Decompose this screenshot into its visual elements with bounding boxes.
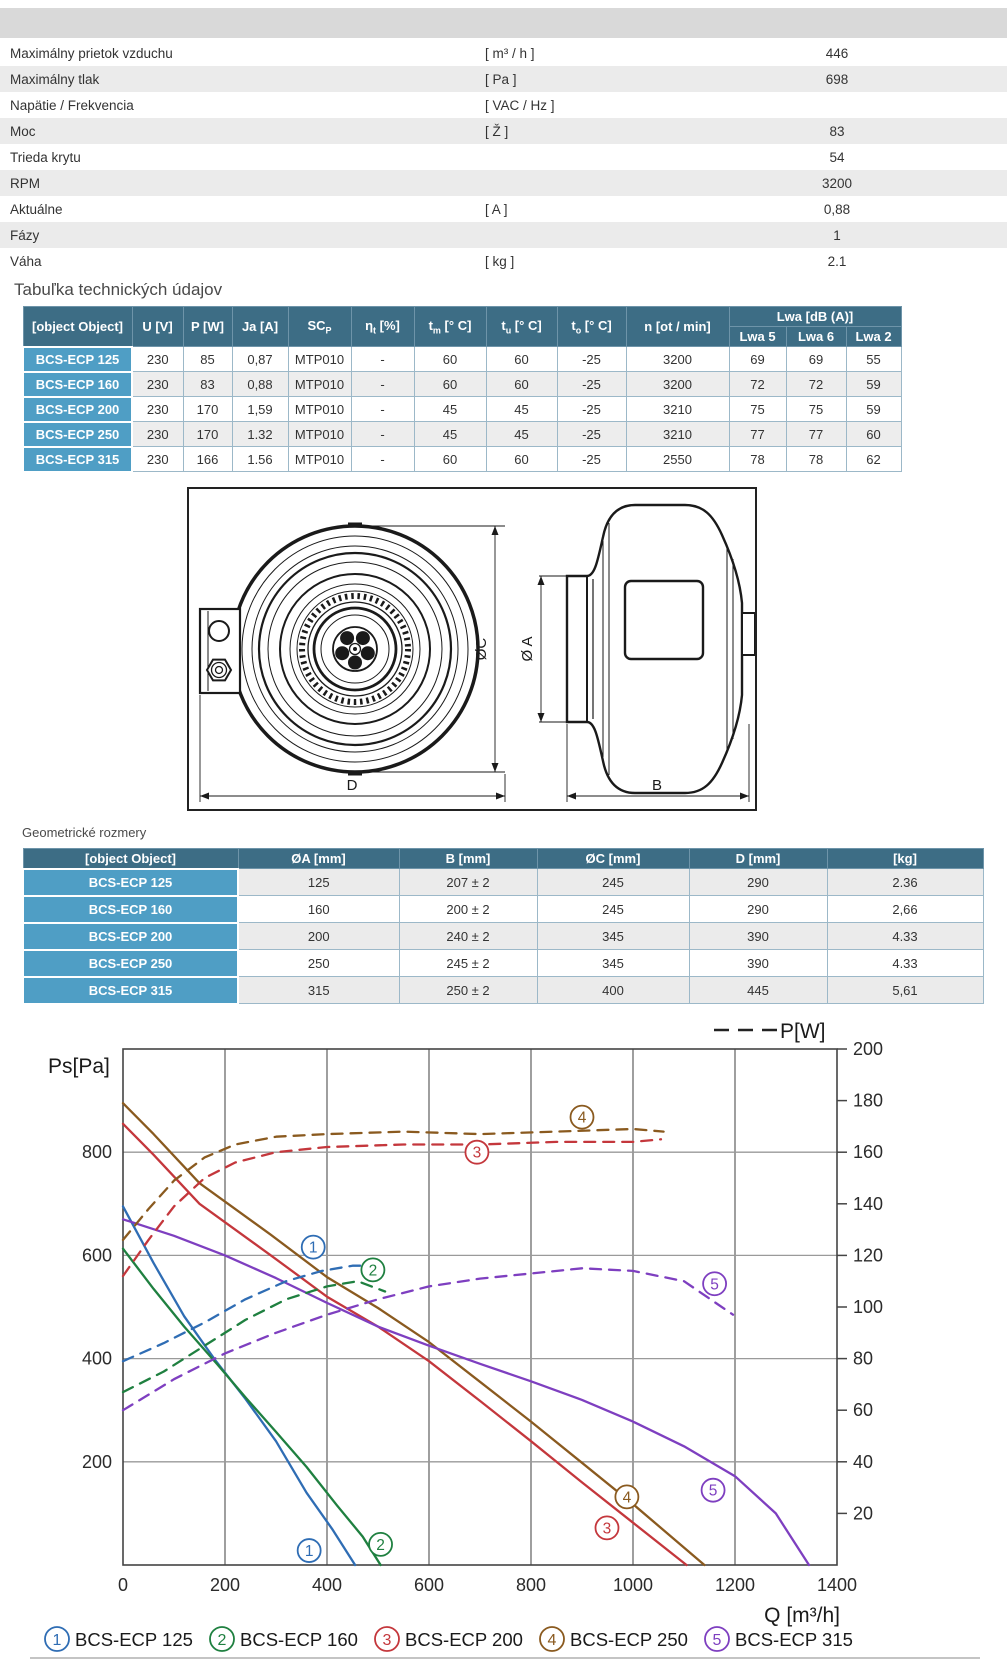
geo-row xyxy=(23,977,983,1004)
tech-header-cell: ØC [mm] xyxy=(537,848,689,869)
tech-cell: 45 xyxy=(486,397,557,422)
tech-header-cell: Lwa 5 xyxy=(729,327,786,347)
geo-cell: 245 xyxy=(537,896,689,923)
tech-cell: 2550 xyxy=(626,447,729,472)
tech-cell: 75 xyxy=(786,397,846,422)
tech-table-title: Tabuľka technických údajov xyxy=(14,280,223,299)
tech-header-cell: D [mm] xyxy=(689,848,827,869)
tech-cell: MTP010 xyxy=(288,397,351,422)
tech-row xyxy=(23,422,901,447)
spec-value: 83 xyxy=(829,123,845,139)
tech-cell: 230 xyxy=(132,397,183,422)
geo-cell: 315 xyxy=(238,977,399,1004)
tech-model-cell: BCS-ECP 250 xyxy=(23,422,132,447)
tech-cell: MTP010 xyxy=(288,347,351,372)
legend-num-3: 3 xyxy=(382,1631,392,1649)
tech-cell: 77 xyxy=(729,422,786,447)
spec-row xyxy=(0,118,1007,144)
legend-label-4: BCS-ECP 250 xyxy=(570,1628,688,1650)
tech-row xyxy=(23,347,901,372)
tech-header-cell: ØA [mm] xyxy=(238,848,399,869)
tech-row xyxy=(23,397,901,422)
spec-value: 1 xyxy=(833,227,841,243)
spec-value: 446 xyxy=(825,45,849,61)
x-tick-label: 1000 xyxy=(612,1574,654,1595)
tech-cell: 170 xyxy=(183,397,232,422)
geo-row xyxy=(23,923,983,950)
geo-cell: 445 xyxy=(689,977,827,1004)
tech-header-cell: [object Object] xyxy=(23,307,132,347)
curve-marker-label-1: 1 xyxy=(308,1239,318,1257)
tech-cell: 60 xyxy=(486,347,557,372)
y-right-tick-label: 180 xyxy=(853,1090,884,1111)
tech-header-cell: n [ot / min] xyxy=(626,307,729,347)
tech-cell: 230 xyxy=(132,422,183,447)
mounting-bracket xyxy=(200,609,240,693)
tech-cell: - xyxy=(351,397,414,422)
geo-cell: 207 ± 2 xyxy=(399,869,537,896)
y-left-axis-title: Ps[Pa] xyxy=(48,1054,110,1078)
tech-cell: - xyxy=(351,422,414,447)
tech-cell: 77 xyxy=(786,422,846,447)
y-right-tick-label: 200 xyxy=(853,1038,884,1059)
geo-model-cell: BCS-ECP 250 xyxy=(23,950,238,977)
technical-drawing xyxy=(187,487,757,811)
spec-unit: [ Pa ] xyxy=(485,71,517,87)
curve-marker-label-5: 5 xyxy=(708,1482,718,1500)
cable-connector xyxy=(742,613,755,655)
geo-cell: 2,66 xyxy=(827,896,983,923)
tech-table-body xyxy=(23,347,901,472)
tech-table xyxy=(22,306,902,473)
tech-header-cell: $t_u$ [° C] xyxy=(486,307,557,347)
y-right-tick-label: 120 xyxy=(853,1244,884,1265)
tech-cell: 72 xyxy=(786,372,846,397)
tech-cell: 1.56 xyxy=(232,447,288,472)
geo-cell: 2.36 xyxy=(827,869,983,896)
y-right-axis-title: P[W] xyxy=(780,1019,826,1043)
tech-cell: 59 xyxy=(846,372,901,397)
tech-header-cell: [object Object] xyxy=(23,848,238,869)
spec-label: Maximálny prietok vzduchu xyxy=(10,45,173,61)
x-tick-label: 200 xyxy=(209,1574,241,1595)
tech-cell: 60 xyxy=(414,347,486,372)
legend-num-2: 2 xyxy=(217,1631,227,1649)
tech-cell: 55 xyxy=(846,347,901,372)
tech-cell: - xyxy=(351,372,414,397)
dim-label-oc: ØC xyxy=(473,637,490,660)
geo-cell: 290 xyxy=(689,869,827,896)
tech-cell: 83 xyxy=(183,372,232,397)
y-right-tick-label: 40 xyxy=(853,1451,874,1472)
geo-cell: 390 xyxy=(689,923,827,950)
geo-row xyxy=(23,869,983,896)
spec-row xyxy=(0,40,1007,66)
spec-value: 698 xyxy=(825,71,849,87)
tech-cell: 45 xyxy=(486,422,557,447)
spec-row xyxy=(0,170,1007,196)
x-tick-label: 1200 xyxy=(714,1574,756,1595)
tech-header-cell: U [V] xyxy=(132,307,183,347)
tech-header-cell: Lwa 6 xyxy=(786,327,846,347)
y-right-tick-label: 160 xyxy=(853,1141,884,1162)
tech-cell: 72 xyxy=(729,372,786,397)
spec-value: 3200 xyxy=(821,175,853,191)
spec-unit: [ Ž ] xyxy=(485,123,509,139)
tech-cell: MTP010 xyxy=(288,447,351,472)
y-right-tick-label: 20 xyxy=(853,1502,874,1523)
legend-num-5: 5 xyxy=(712,1631,722,1649)
legend-label-2: BCS-ECP 160 xyxy=(240,1628,358,1650)
spec-row xyxy=(0,92,1007,118)
tech-cell: -25 xyxy=(557,447,626,472)
geo-table xyxy=(22,848,984,1005)
geo-cell: 245 xyxy=(537,869,689,896)
tech-cell: 78 xyxy=(729,447,786,472)
spec-unit: [ m³ / h ] xyxy=(485,45,535,61)
series-bcs-ecp-315-ps xyxy=(123,1219,809,1565)
curve-marker-label-4: 4 xyxy=(577,1109,587,1127)
spec-label: Aktuálne xyxy=(10,201,63,217)
spec-value: 0,88 xyxy=(823,201,851,217)
tech-cell: 60 xyxy=(414,372,486,397)
curve-marker-label-2: 2 xyxy=(368,1261,378,1279)
tech-header-cell: Ja [A] xyxy=(232,307,288,347)
tech-cell: 62 xyxy=(846,447,901,472)
geo-cell: 290 xyxy=(689,896,827,923)
tech-cell: 60 xyxy=(486,447,557,472)
geo-cell: 125 xyxy=(238,869,399,896)
junction-box xyxy=(625,581,703,659)
tech-cell: 3200 xyxy=(626,372,729,397)
tech-cell: 60 xyxy=(846,422,901,447)
geo-table-body xyxy=(23,869,983,1004)
geo-model-cell: BCS-ECP 160 xyxy=(23,896,238,923)
tech-cell: 45 xyxy=(414,422,486,447)
geo-row xyxy=(23,896,983,923)
spec-value: 2.1 xyxy=(827,253,847,269)
series-bcs-ecp-250-p xyxy=(123,1129,664,1240)
tech-header-cell: $\eta_t$ [%] xyxy=(351,307,414,347)
x-tick-label: 0 xyxy=(117,1574,129,1595)
spec-table xyxy=(0,8,1007,274)
tech-cell: 69 xyxy=(786,347,846,372)
performance-chart xyxy=(0,1007,1007,1666)
geo-cell: 245 ± 2 xyxy=(399,950,537,977)
tech-cell: 1,59 xyxy=(232,397,288,422)
tech-header-cell: $t_o$ [° C] xyxy=(557,307,626,347)
spec-row xyxy=(0,196,1007,222)
geo-table-title: Geometrické rozmery xyxy=(22,824,147,840)
dim-label-oa: Ø A xyxy=(519,635,536,662)
y-right-tick-label: 100 xyxy=(853,1296,884,1317)
spec-label: Moc xyxy=(10,123,36,139)
spec-label: Fázy xyxy=(10,227,40,243)
geo-cell: 4.33 xyxy=(827,923,983,950)
legend-label-5: BCS-ECP 315 xyxy=(735,1628,853,1650)
geo-cell: 250 xyxy=(238,950,399,977)
tech-cell: 3200 xyxy=(626,347,729,372)
tech-cell: - xyxy=(351,447,414,472)
geo-cell: 200 ± 2 xyxy=(399,896,537,923)
geo-model-cell: BCS-ECP 125 xyxy=(23,869,238,896)
x-axis-title: Q [m³/h] xyxy=(764,1603,840,1627)
tech-cell: 60 xyxy=(414,447,486,472)
y-left-tick-label: 200 xyxy=(81,1451,112,1472)
spec-value: 54 xyxy=(829,149,845,165)
tech-cell: 0,88 xyxy=(232,372,288,397)
y-left-tick-label: 400 xyxy=(81,1348,112,1369)
x-tick-label: 1400 xyxy=(816,1574,858,1595)
geo-cell: 240 ± 2 xyxy=(399,923,537,950)
tech-model-cell: BCS-ECP 315 xyxy=(23,447,132,472)
tech-cell: -25 xyxy=(557,372,626,397)
geo-cell: 250 ± 2 xyxy=(399,977,537,1004)
spec-header-bar xyxy=(0,8,1007,38)
y-left-tick-label: 800 xyxy=(81,1141,112,1162)
tech-cell: 166 xyxy=(183,447,232,472)
tech-cell: 170 xyxy=(183,422,232,447)
x-tick-label: 400 xyxy=(311,1574,343,1595)
tech-cell: - xyxy=(351,347,414,372)
geo-cell: 200 xyxy=(238,923,399,950)
tech-model-cell: BCS-ECP 125 xyxy=(23,347,132,372)
y-right-tick-label: 80 xyxy=(853,1348,874,1369)
spec-rows xyxy=(0,40,1007,274)
tech-cell: -25 xyxy=(557,397,626,422)
tech-cell: 3210 xyxy=(626,422,729,447)
curve-marker-label-3: 3 xyxy=(472,1144,482,1162)
tech-header-cell: $t_m$ [° C] xyxy=(414,307,486,347)
tech-cell: 78 xyxy=(786,447,846,472)
geo-model-cell: BCS-ECP 200 xyxy=(23,923,238,950)
spec-label: Maximálny tlak xyxy=(10,71,100,87)
dim-label-b: B xyxy=(651,776,663,794)
spec-unit: [ A ] xyxy=(485,201,508,217)
curve-marker-label-3: 3 xyxy=(602,1519,612,1537)
tech-cell: 59 xyxy=(846,397,901,422)
tech-cell: 230 xyxy=(132,372,183,397)
x-tick-label: 800 xyxy=(515,1574,547,1595)
x-tick-label: 600 xyxy=(413,1574,445,1595)
tech-cell: -25 xyxy=(557,422,626,447)
y-left-tick-label: 600 xyxy=(81,1244,112,1265)
tech-header-cell: B [mm] xyxy=(399,848,537,869)
tech-cell: 0,87 xyxy=(232,347,288,372)
legend-label-1: BCS-ECP 125 xyxy=(75,1628,193,1650)
tech-header-cell: Lwa 2 xyxy=(846,327,901,347)
geo-cell: 345 xyxy=(537,923,689,950)
spec-row xyxy=(0,222,1007,248)
tech-cell: MTP010 xyxy=(288,372,351,397)
spec-label: Váha xyxy=(10,253,42,269)
dimension-oa xyxy=(539,576,567,722)
tech-row xyxy=(23,372,901,397)
spec-label: Napätie / Frekvencia xyxy=(10,97,134,113)
tech-cell: MTP010 xyxy=(288,422,351,447)
tech-header-cell: [kg] xyxy=(827,848,983,869)
curve-marker-label-1: 1 xyxy=(304,1542,314,1560)
y-right-tick-label: 140 xyxy=(853,1193,884,1214)
tech-cell: 75 xyxy=(729,397,786,422)
spec-unit: [ VAC / Hz ] xyxy=(485,97,555,113)
curve-marker-label-5: 5 xyxy=(710,1275,719,1293)
legend-num-1: 1 xyxy=(52,1631,62,1649)
geo-cell: 4.33 xyxy=(827,950,983,977)
tech-table-head xyxy=(23,307,901,347)
geo-cell: 390 xyxy=(689,950,827,977)
legend-num-4: 4 xyxy=(547,1631,557,1649)
spec-row xyxy=(0,248,1007,274)
tech-header-cell: Lwa [dB (A)] xyxy=(729,307,901,327)
tech-cell: 85 xyxy=(183,347,232,372)
spec-row xyxy=(0,144,1007,170)
tech-header-cell: $SC_P$ xyxy=(288,307,351,347)
tech-cell: 69 xyxy=(729,347,786,372)
geo-cell: 400 xyxy=(537,977,689,1004)
tech-cell: -25 xyxy=(557,347,626,372)
geo-cell: 345 xyxy=(537,950,689,977)
tech-model-cell: BCS-ECP 200 xyxy=(23,397,132,422)
series-bcs-ecp-125-ps xyxy=(123,1206,355,1565)
tech-row xyxy=(23,447,901,472)
tech-model-cell: BCS-ECP 160 xyxy=(23,372,132,397)
geo-table-head xyxy=(23,848,983,869)
tech-cell: 1.32 xyxy=(232,422,288,447)
tech-header-cell: P [W] xyxy=(183,307,232,347)
spec-row xyxy=(0,66,1007,92)
y-right-tick-label: 60 xyxy=(853,1399,874,1420)
geo-cell: 5,61 xyxy=(827,977,983,1004)
geo-model-cell: BCS-ECP 315 xyxy=(23,977,238,1004)
tech-cell: 230 xyxy=(132,447,183,472)
curve-marker-label-4: 4 xyxy=(622,1488,632,1506)
tech-cell: 230 xyxy=(132,347,183,372)
legend-label-3: BCS-ECP 200 xyxy=(405,1628,523,1650)
tech-cell: 3210 xyxy=(626,397,729,422)
geo-cell: 160 xyxy=(238,896,399,923)
geo-row xyxy=(23,950,983,977)
spec-label: Trieda krytu xyxy=(10,149,81,165)
spec-unit: [ kg ] xyxy=(485,253,515,269)
tech-cell: 60 xyxy=(486,372,557,397)
tech-cell: 45 xyxy=(414,397,486,422)
dim-label-d: D xyxy=(346,776,358,794)
curve-marker-label-2: 2 xyxy=(376,1536,385,1554)
spec-label: RPM xyxy=(10,175,40,191)
